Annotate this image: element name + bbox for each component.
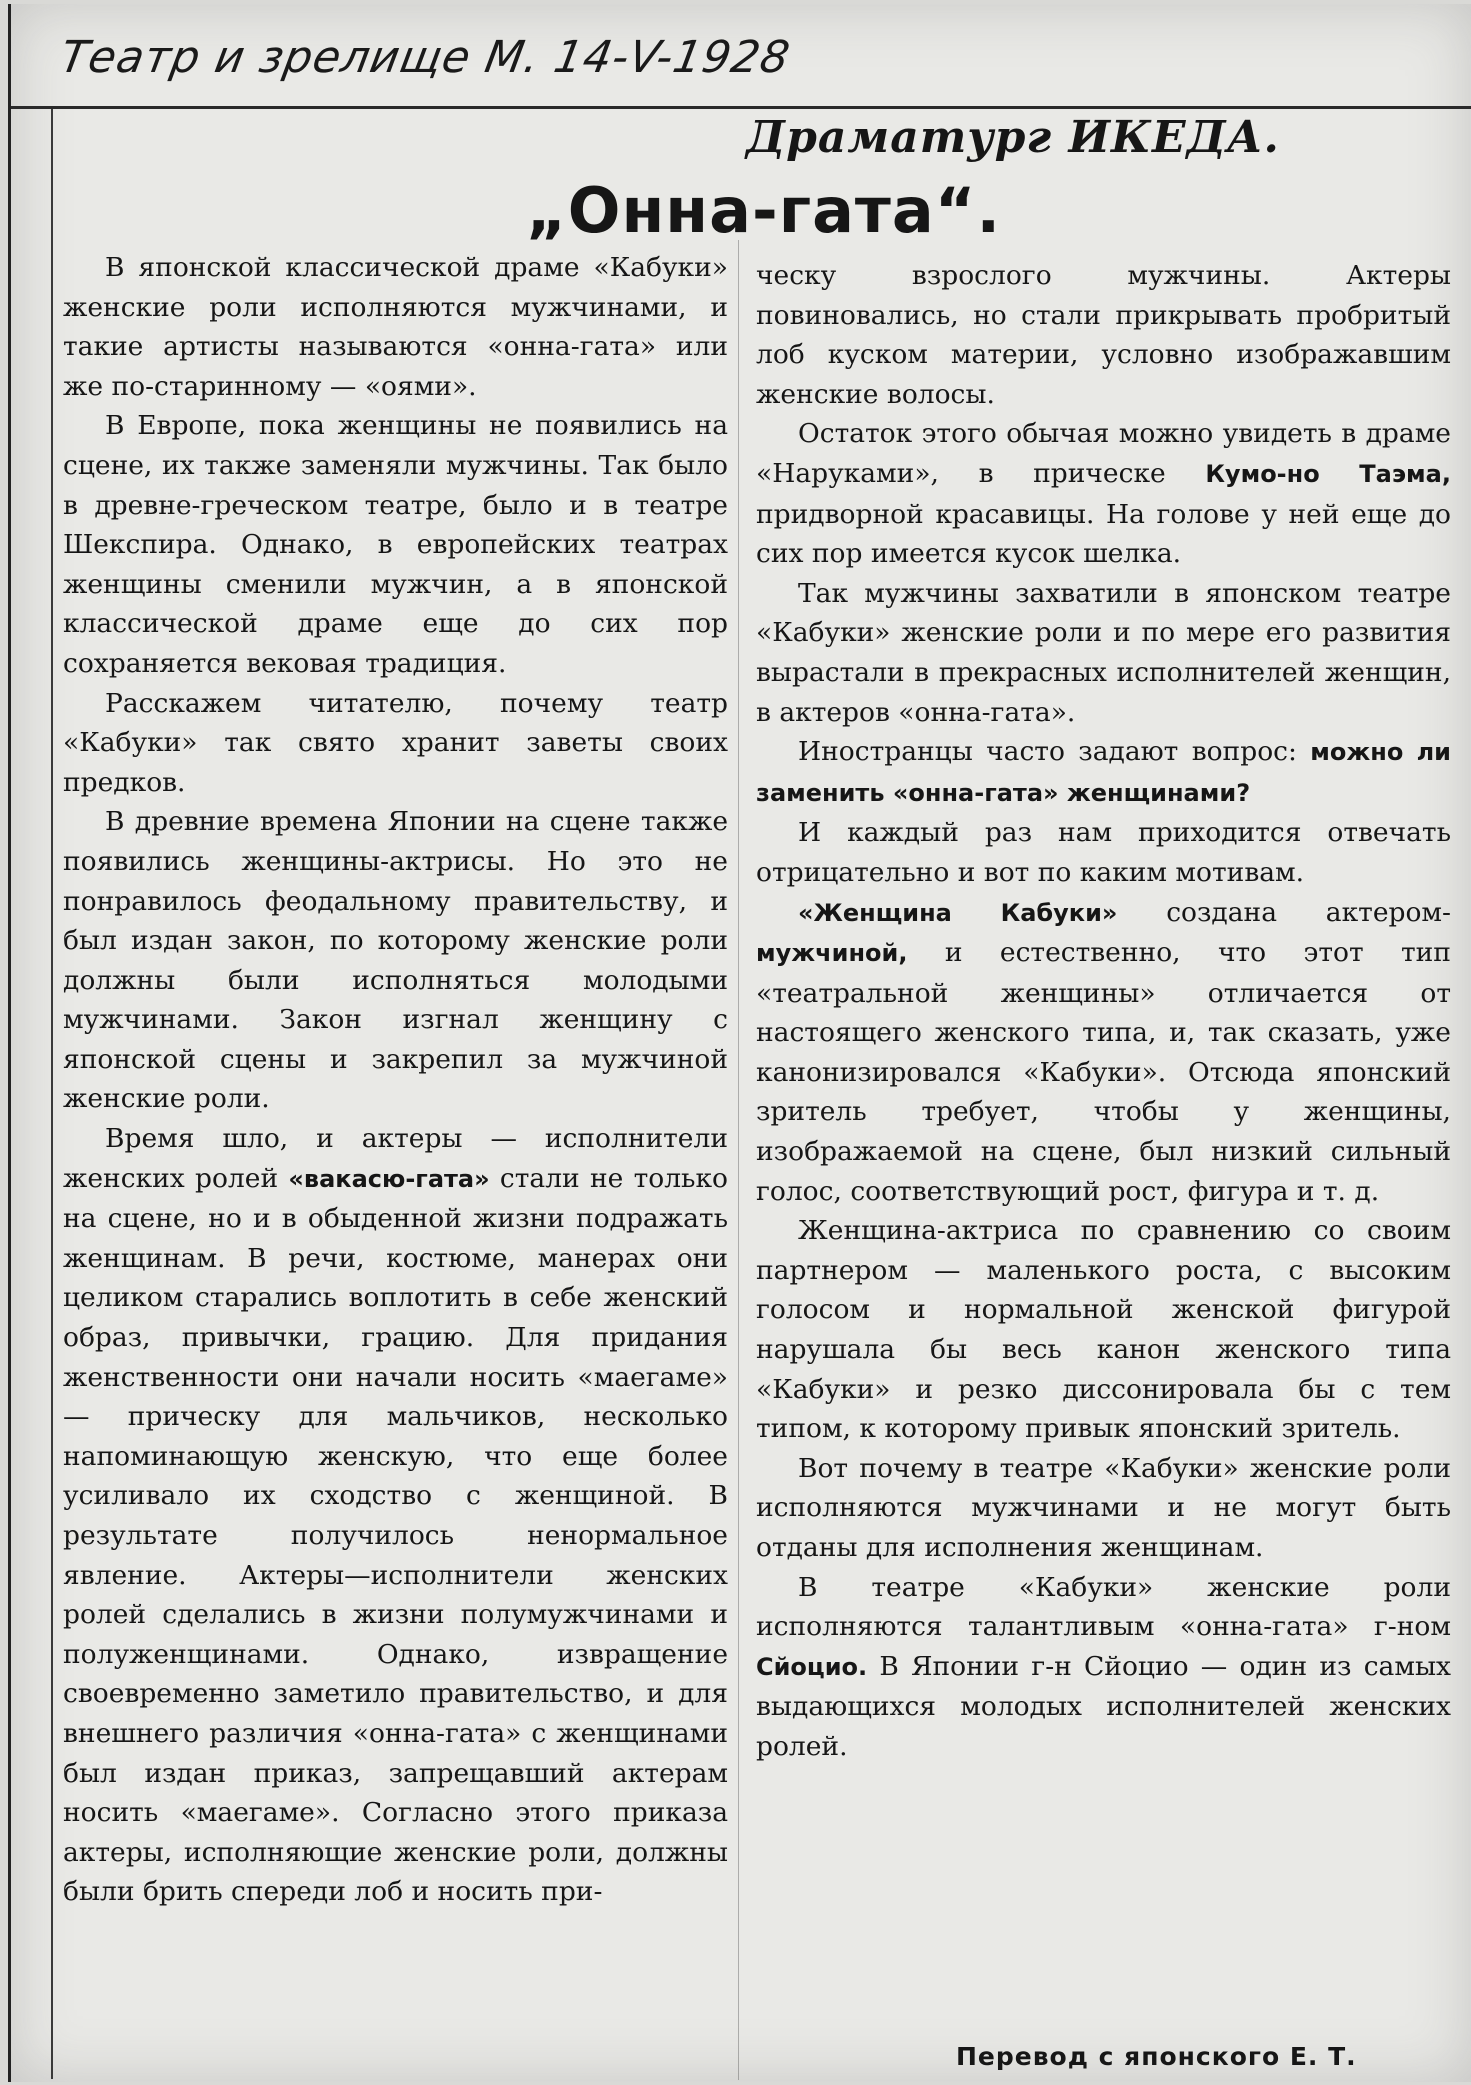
paragraph xyxy=(756,1568,1451,1767)
term-man: мужчиной, xyxy=(756,939,908,968)
paragraph-text: В театре «Кабуки» женские роли исполняются талантливым «онна-гата» г-ном xyxy=(756,1571,1451,1643)
paragraph-text: и естественно, что этот тип «театральной женщины» отличается от настоящего женского типа, и, так сказать, уже канонизировался «Кабуки». Отсюда японский зритель требует, чтобы у женщины, изображаемой на сцене, был низкий сильный голос, соответствующий рост, фигура и т. д. xyxy=(756,937,1451,1207)
translator-signature: Перевод с японского Е. Т. xyxy=(956,2042,1357,2071)
paragraph-continued: ческу взрослого мужчины. Актеры повиновались, но стали прикрывать пробритый лоб куском материи, условно изображавшим женские волосы. xyxy=(756,260,1451,410)
paragraph xyxy=(756,893,1451,1212)
paragraph: Вот почему в театре «Кабуки» женские роли исполняются мужчинами и не могут быть отданы для исполнения женщинам. xyxy=(756,1452,1451,1563)
left-rule xyxy=(51,109,53,2079)
paragraph-text: Время шло, и актеры — исполнители женских ролей xyxy=(63,1123,728,1194)
question-text: можно ли заменить «онна-гата» женщинами? xyxy=(756,738,1451,807)
paragraph: В Европе, пока женщины не появились на сцене, их также заменяли мужчины. Так было в древне-греческом театре, было и в театре Шекспира. Однако, в европейских театрах женщины сменили мужчин, а в японской классической драме еще до сих пор сохраняется вековая традиция. xyxy=(63,410,728,679)
right-column xyxy=(756,256,1451,1767)
paragraph: И каждый раз нам приходится отвечать отрицательно и вот по каким мотивам. xyxy=(756,817,1451,888)
paragraph xyxy=(756,414,1451,573)
name-kumo-no-taema: Кумо-но Таэма, xyxy=(1205,459,1451,488)
paragraph-text: Остаток этого обычая можно увидеть в драме «Наруками», в прическе xyxy=(756,418,1451,489)
term-kabuki-woman: «Женщина Кабуки» xyxy=(798,898,1118,927)
paragraph: В японской классической драме «Кабуки» женские роли исполняются мужчинами, и такие артисты называются «онна-гата» или же по-старинному — «оями». xyxy=(63,252,728,402)
paragraph xyxy=(63,1119,728,1912)
paragraph-text: придворной красавицы. На голове у ней еще до сих пор имеется кусок шелка. xyxy=(756,498,1451,570)
newspaper-clipping xyxy=(8,4,1471,2082)
top-rule xyxy=(11,106,1471,109)
paragraph-text: Иностранцы часто задают вопрос: xyxy=(798,736,1297,768)
paragraph-text: стали не только на сцене, но и в обыденной жизни подражать женщинам. В речи, костюме, манерах они целиком старались воплотить в себе женский образ, привычки, грацию. Для придания женственности они начали носить «маегаме» — прическу для мальчиков, несколько напоминающую женскую, что еще более усиливало их сходство с женщиной. В результате получилось ненормальное явление. Актеры—исполнители женских ролей сделались в жизни полумужчинами и полуженщинами. Однако, извращение своевременно заметило правительство, и для внешнего различия «онна-гата» с женщинами был издан приказ, запрещавший актерам носить «маегаме». Согласно этого приказа актеры, исполняющие женские роли, должны были брить спереди лоб и носить при- xyxy=(63,1162,728,1908)
handwritten-source-note: Театр и зрелище М. 14-V-1928 xyxy=(56,32,795,83)
paragraph-text: В Японии г-н Сйоцио — один из самых выдающихся молодых исполнителей женских ролей. xyxy=(756,1650,1451,1762)
paragraph: Так мужчины захватили в японском театре «Кабуки» женские роли и по мере его развития вырастали в прекрасных исполнителей женщин, в актеров «онна-гата». xyxy=(756,577,1451,728)
paragraph: Женщина-актриса по сравнению со своим партнером — маленького роста, с высоким голосом и нормальной женской фигурой нарушала бы весь канон женского типа «Кабуки» и резко диссонировала бы с тем типом, к которому привык японский зритель. xyxy=(756,1215,1451,1445)
term-wakashu-gata: «вакасю-гата» xyxy=(288,1164,490,1193)
article-byline: Драматург ИКЕДА. xyxy=(746,112,1280,163)
paragraph-text: создана актером- xyxy=(1166,896,1451,928)
column-divider xyxy=(738,240,739,2080)
paragraph xyxy=(756,732,1451,813)
paragraph: Расскажем читателю, почему театр «Кабуки» так свято хранит заветы своих предков. xyxy=(63,687,728,798)
left-column xyxy=(63,248,728,1912)
paragraph: В древние времена Японии на сцене также появились женщины-актрисы. Но это не понравилось феодальному правительству, и был издан закон, по которому женские роли должны были исполняться молодыми мужчинами. Закон изгнал женщину с японской сцены и закрепил за мужчиной женские роли. xyxy=(63,806,728,1115)
name-shocho: Сйоцио. xyxy=(756,1652,868,1681)
article-title: „Онна-гата“. xyxy=(526,174,1002,247)
